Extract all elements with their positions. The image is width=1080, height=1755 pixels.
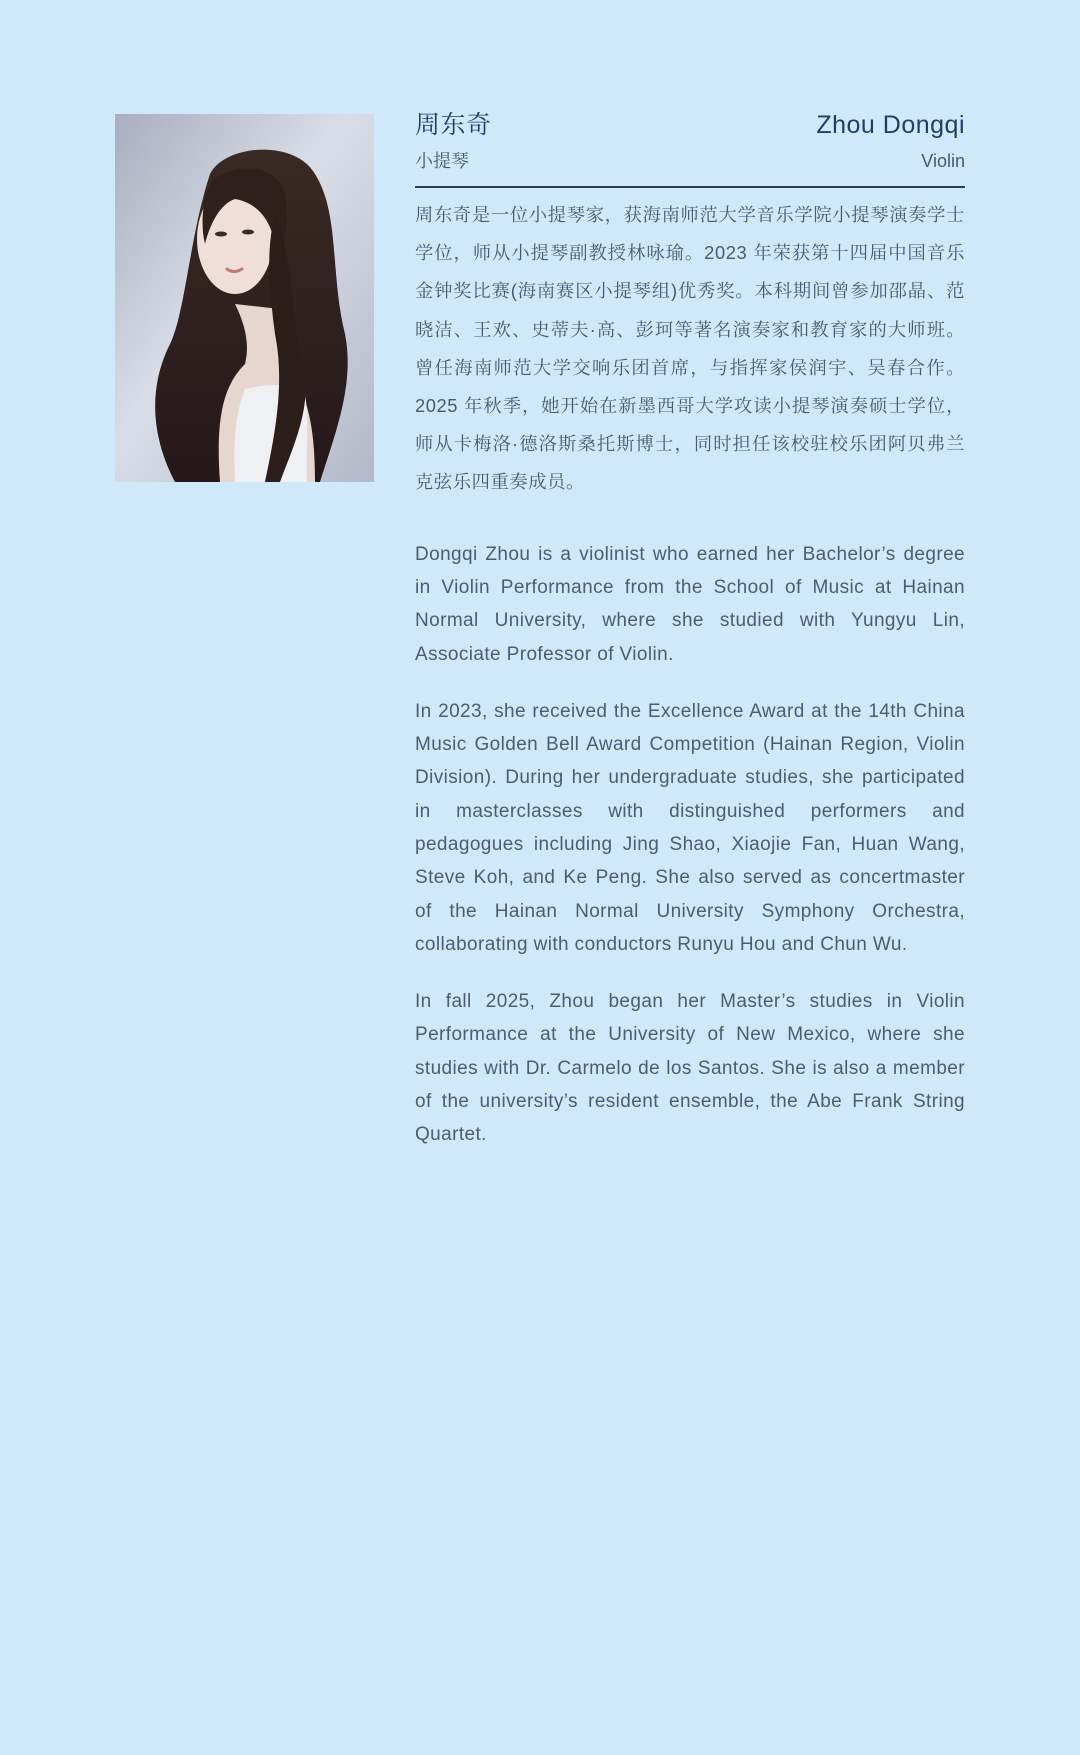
bio-english-paragraph-3: In fall 2025, Zhou began her Master’s studies in Violin Performance at the University of New Mexico, where she studies with Dr. Carmelo de los Santos. She is also a member of the university’s resident ensemble, the Abe Frank String Quartet. (415, 991, 965, 1146)
bio-chinese: 周东奇是一位小提琴家，获海南师范大学音乐学院小提琴演奏学士学位，师从小提琴副教授林咏瑜。2023 年荣获第十四届中国音乐金钟奖比赛(海南赛区小提琴组)优秀奖。本科期间曾参加邵晶、范晓洁、王欢、史蒂夫·高、彭珂等著名演奏家和教育家的大师班。曾任海南师范大学交响乐团首席，与指挥家侯润宇、吴春合作。2025 年秋季，她开始在新墨西哥大学攻读小提琴演奏硕士学位，师从卡梅洛·德洛斯桑托斯博士，同时担任该校驻校乐团阿贝弗兰克弦乐四重奏成员。 (415, 204, 965, 493)
name-row (415, 108, 965, 142)
name-chinese: 周东奇 (415, 111, 492, 139)
name-english: Zhou Dongqi (816, 111, 965, 139)
instrument-english: Violin (921, 151, 965, 171)
instrument-row (415, 148, 965, 174)
header-divider (415, 186, 965, 188)
bio-english-paragraph-2: In 2023, she received the Excellence Award at the 14th China Music Golden Bell Award Competition (Hainan Region, Violin Division). During her undergraduate studies, she participated in masterclasses with distinguished performers and pedagogues including Jing Shao, Xiaojie Fan, Huan Wang, Steve Koh, and Ke Peng. She also served as concertmaster of the Hainan Normal University Symphony Orchestra, collaborating with conductors Runyu Hou and Chun Wu. (415, 700, 965, 955)
bio-english-paragraph-1: Dongqi Zhou is a violinist who earned her Bachelor’s degree in Violin Performance from the School of Music at Hainan Normal University, where she studied with Yungyu Lin, Associate Professor of Violin. (415, 543, 965, 665)
bio-content (415, 108, 965, 1171)
instrument-chinese: 小提琴 (415, 151, 469, 171)
portrait-photo (115, 114, 374, 482)
portrait-illustration (115, 114, 374, 482)
